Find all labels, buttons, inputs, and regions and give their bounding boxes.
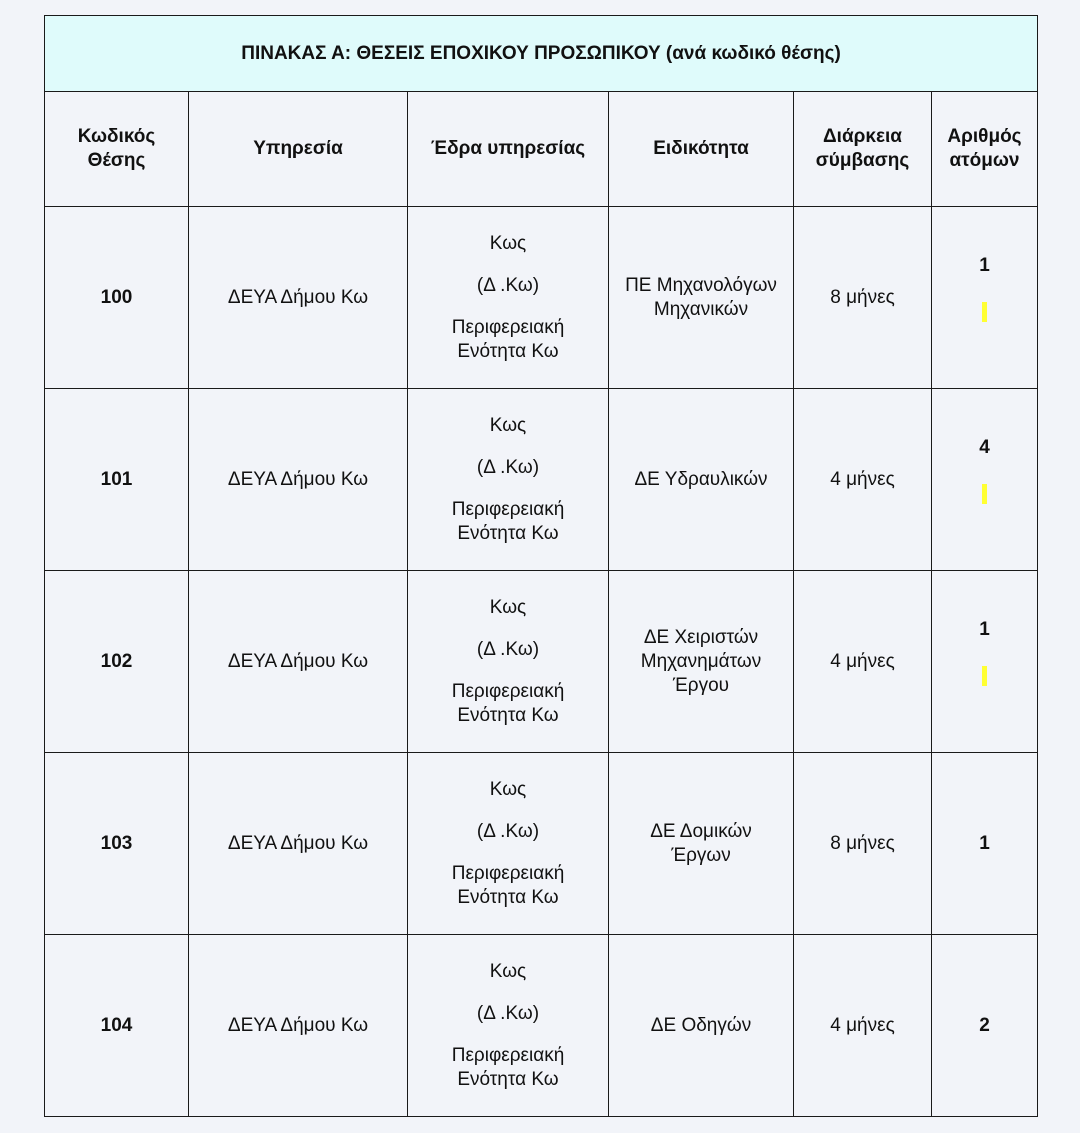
header-duration-line1: Διάρκεια: [823, 126, 902, 147]
cell-code: 102: [45, 571, 189, 753]
cell-seat: [408, 571, 609, 753]
cell-specialty: [609, 389, 794, 571]
specialty-line: ΔΕ Δομικών: [650, 820, 752, 842]
cell-service: ΔΕΥΑ Δήμου Κω: [189, 935, 408, 1117]
header-duration-line2: σύμβασης: [815, 150, 910, 171]
seat-line: Περιφερειακή: [451, 498, 565, 520]
specialty-line: ΔΕ Χειριστών: [643, 626, 759, 648]
cell-specialty: [609, 571, 794, 753]
table-title-row: [45, 16, 1038, 92]
seat-line: (Δ .Κω): [476, 274, 540, 296]
header-code-line1: Κωδικός: [77, 126, 156, 147]
header-specialty: Ειδικότητα: [609, 92, 794, 207]
header-code: [45, 92, 189, 207]
table-header-row: [45, 92, 1038, 207]
seat-line: Ενότητα Κω: [457, 340, 559, 362]
cell-service: ΔΕΥΑ Δήμου Κω: [189, 571, 408, 753]
seat-line: Κως: [489, 232, 527, 254]
positions-table: [44, 15, 1038, 1117]
cell-count: [932, 389, 1038, 571]
header-duration: [794, 92, 932, 207]
cell-count: [932, 935, 1038, 1117]
cell-specialty: [609, 935, 794, 1117]
highlight-mark: [982, 484, 987, 504]
cell-seat: [408, 207, 609, 389]
count-value: 1: [979, 618, 990, 640]
header-count-line1: Αριθμός: [947, 126, 1022, 147]
specialty-line: ΔΕ Υδραυλικών: [634, 468, 768, 490]
cell-duration: 4 μήνες: [794, 935, 932, 1117]
cell-seat: [408, 753, 609, 935]
header-code-line2: Θέσης: [87, 150, 146, 171]
cell-duration: 4 μήνες: [794, 389, 932, 571]
cell-seat: [408, 935, 609, 1117]
seat-line: Κως: [489, 596, 527, 618]
table-row: [45, 389, 1038, 571]
cell-seat: [408, 389, 609, 571]
seat-line: (Δ .Κω): [476, 638, 540, 660]
cell-specialty: [609, 207, 794, 389]
seat-line: Κως: [489, 414, 527, 436]
cell-specialty: [609, 753, 794, 935]
header-count: [932, 92, 1038, 207]
specialty-line: ΠΕ Μηχανολόγων: [625, 274, 777, 296]
table-row: [45, 571, 1038, 753]
header-seat: Έδρα υπηρεσίας: [408, 92, 609, 207]
count-value: 2: [979, 1014, 990, 1036]
cell-count: [932, 753, 1038, 935]
table-row: [45, 207, 1038, 389]
cell-code: 100: [45, 207, 189, 389]
seat-line: Περιφερειακή: [451, 1044, 565, 1066]
count-value: 4: [979, 436, 990, 458]
cell-count: [932, 207, 1038, 389]
seat-line: Ενότητα Κω: [457, 1068, 559, 1090]
specialty-line: Έργων: [671, 844, 731, 866]
seat-line: Ενότητα Κω: [457, 886, 559, 908]
header-count-line2: ατόμων: [949, 150, 1020, 171]
header-service: Υπηρεσία: [189, 92, 408, 207]
count-value: 1: [979, 254, 990, 276]
cell-duration: 8 μήνες: [794, 753, 932, 935]
specialty-line: Μηχανικών: [653, 298, 749, 320]
highlight-mark: [982, 302, 987, 322]
cell-service: ΔΕΥΑ Δήμου Κω: [189, 207, 408, 389]
seat-line: Περιφερειακή: [451, 316, 565, 338]
seat-line: (Δ .Κω): [476, 1002, 540, 1024]
cell-code: 101: [45, 389, 189, 571]
cell-code: 104: [45, 935, 189, 1117]
cell-service: ΔΕΥΑ Δήμου Κω: [189, 753, 408, 935]
seat-line: Κως: [489, 960, 527, 982]
table-row: [45, 935, 1038, 1117]
cell-duration: 8 μήνες: [794, 207, 932, 389]
seat-line: Ενότητα Κω: [457, 522, 559, 544]
cell-duration: 4 μήνες: [794, 571, 932, 753]
specialty-line: ΔΕ Οδηγών: [650, 1014, 752, 1036]
table-title: ΠΙΝΑΚΑΣ Α: ΘΕΣΕΙΣ ΕΠΟΧΙΚΟΥ ΠΡΟΣΩΠΙΚΟΥ (ανά κωδικό θέσης): [45, 16, 1038, 92]
specialty-line: Μηχανημάτων: [640, 650, 762, 672]
seat-line: (Δ .Κω): [476, 820, 540, 842]
cell-service: ΔΕΥΑ Δήμου Κω: [189, 389, 408, 571]
highlight-mark: [982, 666, 987, 686]
seat-line: Κως: [489, 778, 527, 800]
table-row: [45, 753, 1038, 935]
seat-line: Ενότητα Κω: [457, 704, 559, 726]
specialty-line: Έργου: [672, 674, 730, 696]
cell-count: [932, 571, 1038, 753]
cell-code: 103: [45, 753, 189, 935]
seat-line: Περιφερειακή: [451, 680, 565, 702]
seat-line: (Δ .Κω): [476, 456, 540, 478]
seat-line: Περιφερειακή: [451, 862, 565, 884]
count-value: 1: [979, 832, 990, 854]
